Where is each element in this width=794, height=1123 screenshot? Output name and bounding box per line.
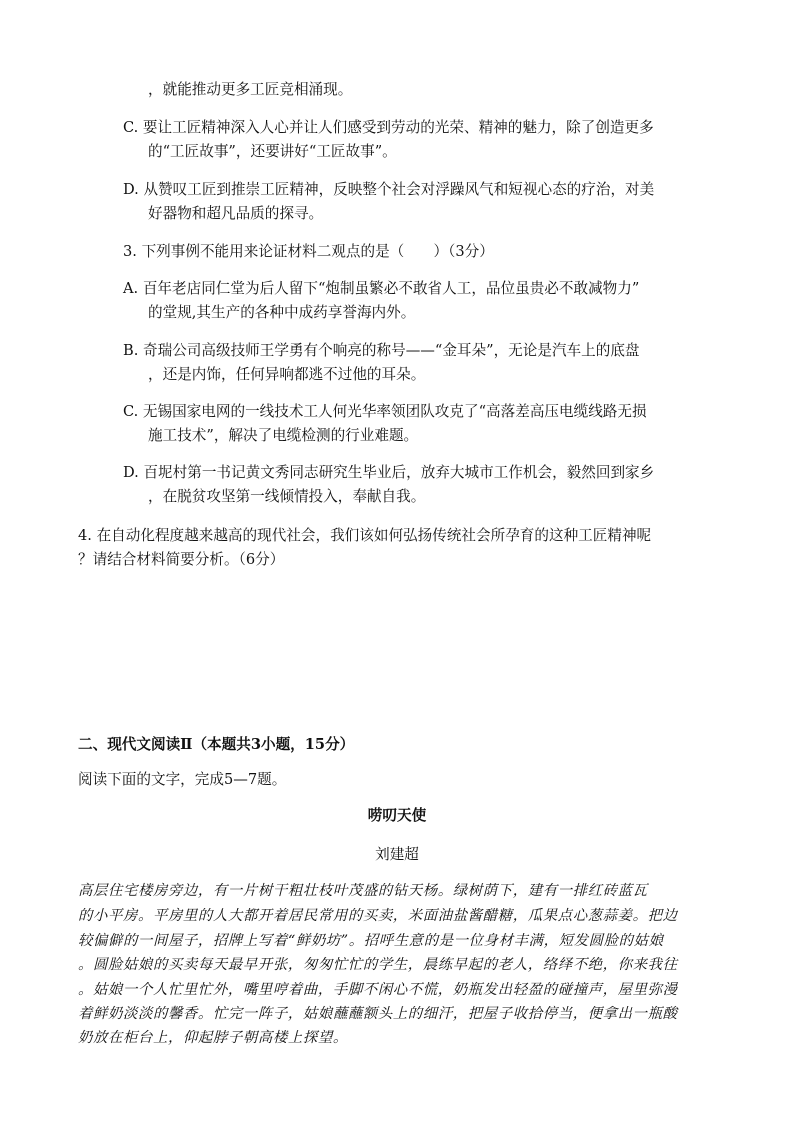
q3-option-d-line2: ，在脱贫攻坚第一线倾情投入，奉献自我。 bbox=[148, 488, 426, 505]
q4-line2: ？请结合材料简要分析。（6分） bbox=[78, 551, 285, 568]
paragraph-line: 。圆脸姑娘的买卖每天最早开张，匆匆忙忙的学生，晨练早起的老人，络绎不绝，你来我往 bbox=[78, 957, 678, 973]
paragraph-line: 高层住宅楼房旁边，有一片树干粗壮枝叶茂盛的钻天杨。绿树荫下，建有一排红砖蓝瓦 bbox=[78, 883, 648, 899]
paragraph-line: 的小平房。平房里的人大都开着居民常用的买卖，米面油盐酱醋糖，瓜果点心葱蒜姜。把边 bbox=[78, 908, 678, 924]
q2-option-d-line1: D. 从赞叹工匠到推崇工匠精神，反映整个社会对浮躁风气和短视心态的疗治，对美 bbox=[123, 181, 655, 198]
q2-option-c-line1: C. 要让工匠精神深入人心并让人们感受到劳动的光荣、精神的魅力，除了创造更多 bbox=[123, 119, 654, 136]
q3-option-a-line1: A. 百年老店同仁堂为后人留下“炮制虽繁必不敢省人工，品位虽贵必不敢减物力” bbox=[123, 280, 640, 297]
q3-option-c-line2: 施工技术”，解决了电缆检测的行业难题。 bbox=[148, 427, 419, 444]
q3-stem: 3. 下列事例不能用来论证材料二观点的是（ ）（3分） bbox=[123, 243, 494, 260]
q3-option-a-line2: 的堂规,其生产的各种中成药享誉海内外。 bbox=[148, 304, 416, 321]
paragraph-line: 奶放在柜台上，仰起脖子朝高楼上探望。 bbox=[78, 1030, 348, 1046]
article-author: 刘建超 bbox=[375, 846, 419, 863]
paragraph-line: 。姑娘一个人忙里忙外，嘴里哼着曲，手脚不闲心不慌，奶瓶发出轻盈的碰撞声，屋里弥漫 bbox=[78, 982, 678, 998]
q3-option-c-line1: C. 无锡国家电网的一线技术工人何光华率领团队攻克了“高落差高压电缆线路无损 bbox=[123, 403, 647, 420]
paragraph-line: 着鲜奶淡淡的馨香。忙完一阵子，姑娘蘸蘸额头上的细汗，把屋子收拾停当，便拿出一瓶酸 bbox=[78, 1006, 678, 1022]
article-title: 唠叨天使 bbox=[367, 807, 427, 824]
q2-option-b-continued: ，就能推动更多工匠竞相涌现。 bbox=[148, 81, 353, 98]
paragraph-line: 较偏僻的一间屋子，招牌上写着“鲜奶坊”。招呼生意的是一位身材丰满，短发圆脸的姑娘 bbox=[78, 933, 664, 949]
section-heading: 二、现代文阅读Ⅱ（本题共3小题，15分） bbox=[78, 736, 355, 753]
reading-instruction: 阅读下面的文字，完成5—7题。 bbox=[78, 771, 287, 788]
q3-option-d-line1: D. 百坭村第一书记黄文秀同志研究生毕业后，放弃大城市工作机会，毅然回到家乡 bbox=[123, 464, 655, 481]
q3-option-b-line2: ，还是内饰，任何异响都逃不过他的耳朵。 bbox=[148, 366, 426, 383]
q2-option-d-line2: 好器物和超凡品质的探寻。 bbox=[148, 205, 324, 222]
q3-option-b-line1: B. 奇瑞公司高级技师王学勇有个响亮的称号——“金耳朵”，无论是汽车上的底盘 bbox=[123, 342, 640, 359]
q2-option-c-line2: 的“工匠故事”，还要讲好“工匠故事”。 bbox=[148, 143, 397, 160]
q4-line1: 4. 在自动化程度越来越高的现代社会，我们该如何弘扬传统社会所孕育的这种工匠精神呢 bbox=[78, 527, 652, 544]
